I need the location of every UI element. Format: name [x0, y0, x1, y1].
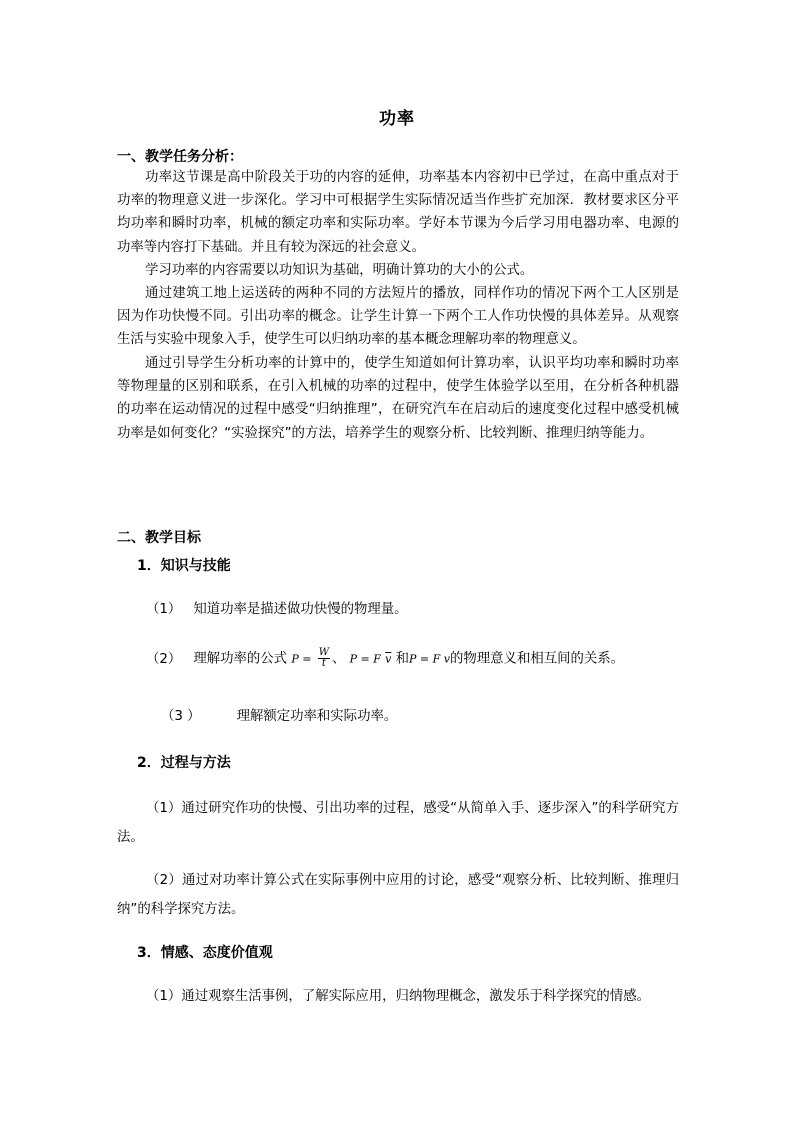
attitude-item-1: （1）通过观察生活事例，了解实际应用，归纳物理概念，激发乐于科学探究的情感。 [146, 989, 650, 1004]
subheading-attitude-values: 3．情感、态度价值观 [137, 945, 273, 961]
item-number: （1） [146, 602, 182, 617]
page-title: 功率 [379, 109, 415, 129]
section-heading-task-analysis: 一、教学任务分析： [117, 149, 243, 165]
paragraph-video-intro: 通过建筑工地上运送砖的两种不同的方法短片的播放，同样作功的情况下两个工人区别是因为作功快慢不同。引出功率的概念。让学生计算一下两个工人作功快慢的具体差异。从观察生活与实验中现象入手，使学生可以归纳功率的基本概念理解功率的物理意义。 [117, 286, 679, 348]
item-number: （3 ） [161, 709, 201, 724]
item-text: 知道功率是描述做功快慢的物理量。 [193, 602, 408, 617]
formula-power-lhs: P = [291, 652, 312, 666]
formula-avg-velocity: $\overline{v}$ [385, 652, 392, 666]
item-text: 理解额定功率和实际功率。 [236, 709, 398, 724]
paragraph-prerequisite: 学习功率的内容需要以功知识为基础，明确计算功的大小的公式。 [145, 263, 534, 278]
fraction-numerator: W [318, 647, 329, 658]
item-number: （2） [146, 651, 182, 667]
separator: 、 [331, 651, 346, 667]
formula-work-over-time [318, 648, 330, 669]
subheading-knowledge-skills: 1．知识与技能 [137, 558, 231, 574]
subheading-process-method: 2．过程与方法 [137, 755, 231, 771]
section-heading-objectives: 二、教学目标 [117, 530, 201, 546]
process-item-1: （1）通过研究作功的快慢、引出功率的过程，感受“从简单入手、逐步深入”的科学研究方法。 [117, 801, 679, 845]
objective-item-1 [146, 599, 408, 621]
paragraph-overview: 功率这节课是高中阶段关于功的内容的延伸，功率基本内容初中已学过，在高中重点对于功率的物理意义进一步深化。学习中可根据学生实际情况适当作些扩充加深．教材要求区分平均功率和瞬时功率，机械的额定功率和实际功率。学好本节课为今后学习用电器功率、电源的功率等内容打下基础。并且有较为深远的社会意义。 [117, 170, 679, 255]
objective-item-2 [146, 648, 624, 671]
item-text-prefix: 理解功率的公式 [193, 651, 288, 667]
fraction-denominator: t [321, 658, 326, 669]
item-text-suffix: 的物理意义和相互间的关系。 [450, 651, 625, 667]
formula-force-avg-velocity-lhs: P = F [349, 652, 381, 666]
formula-force-velocity: P = F v [409, 652, 450, 666]
process-item-2: （2）通过对功率计算公式在实际事例中应用的讨论，感受“观察分析、比较判断、推理归纳”的科学探究方法。 [117, 873, 679, 917]
objective-item-3 [161, 706, 397, 728]
conjunction: 和 [395, 651, 410, 667]
paragraph-guidance: 通过引导学生分析功率的计算中的，使学生知道如何计算功率，认识平均功率和瞬时功率等物理量的区别和联系，在引入机械的功率的过程中，使学生体验学以至用，在分析各种机器的功率在运动情况的过程中感受“归纳推理”，在研究汽车在启动后的速度变化过程中感受机械功率是如何变化？“实验探究”的方法，培养学生的观察分析、比较判断、推理归纳等能力。 [117, 356, 679, 441]
